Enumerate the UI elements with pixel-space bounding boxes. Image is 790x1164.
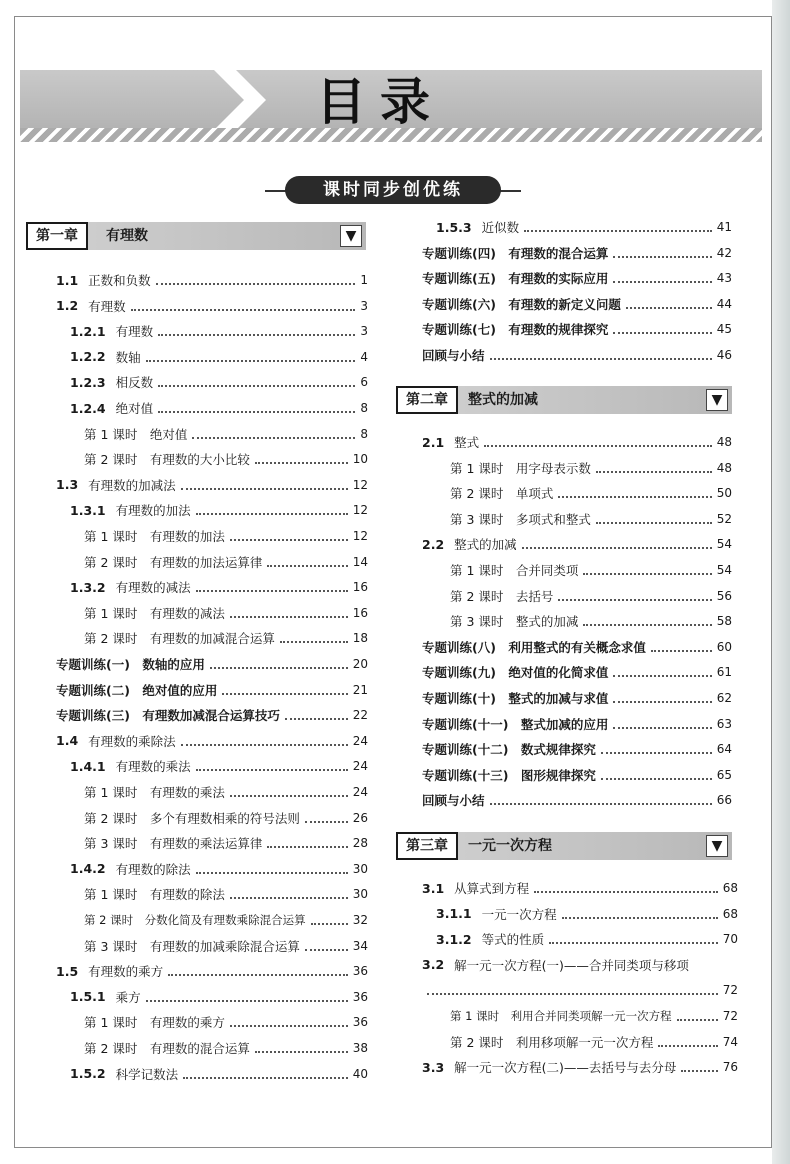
toc-entry-page: 38: [352, 1041, 368, 1055]
toc-entry-label: 第 3 课时 整式的加减: [450, 614, 579, 630]
toc-entry-label: 第 2 课时 单项式: [450, 486, 554, 502]
leader-dots: [230, 608, 348, 618]
leader-dots: [146, 992, 348, 1002]
toc-entry[interactable]: [70, 987, 368, 1007]
toc-entry-label: 回顾与小结: [422, 793, 485, 809]
toc-entry-page: 56: [716, 588, 732, 603]
chapter-tag: 第三章: [396, 832, 458, 860]
toc-entry-label: 第 1 课时 绝对值: [84, 426, 188, 442]
leader-dots: [255, 454, 348, 464]
toc-entry[interactable]: [70, 347, 368, 367]
toc-entry[interactable]: [84, 603, 368, 623]
toc-entry-label: 专题训练(十) 整式的加减与求值: [422, 691, 609, 706]
toc-entry-page: 72: [722, 1009, 738, 1023]
toc-entry-page: 20: [352, 657, 368, 671]
toc-entry[interactable]: [422, 319, 732, 339]
toc-entry-label: 有理数的乘方: [88, 964, 164, 980]
toc-entry-page: 41: [716, 220, 732, 234]
leader-dots: [210, 659, 348, 669]
toc-entry-label: 有理数: [115, 324, 154, 340]
leader-dots: [427, 985, 718, 995]
toc-entry-page: 8: [360, 401, 368, 415]
toc-entry-label: 有理数的除法: [115, 861, 191, 877]
leader-dots: [490, 350, 712, 360]
leader-dots: [613, 667, 711, 677]
toc-entry-label: 数轴: [115, 349, 141, 365]
toc-entry-label: 整式: [454, 435, 480, 450]
leader-dots: [651, 642, 712, 652]
toc-entry-label: 第 2 课时 有理数的加减混合运算: [84, 631, 275, 647]
leader-dots: [305, 941, 348, 951]
toc-entry-page: 8: [360, 426, 368, 441]
toc-entry-label: 有理数: [88, 298, 126, 314]
toc-entry[interactable]: [84, 552, 368, 572]
toc-entry-label: 有理数的加减法: [88, 477, 176, 493]
toc-entry-page: 10: [352, 452, 368, 467]
toc-entry[interactable]: [56, 731, 368, 751]
toc-entry[interactable]: [450, 586, 732, 606]
leader-dots: [558, 591, 711, 601]
leader-dots: [156, 275, 356, 285]
toc-entry[interactable]: [84, 833, 368, 853]
leader-dots: [558, 488, 711, 498]
leader-dots: [613, 248, 711, 258]
toc-entry-number: 3.1.1: [436, 906, 472, 922]
leader-dots: [280, 633, 348, 643]
toc-entry[interactable]: [84, 1012, 368, 1032]
toc-entry[interactable]: [84, 936, 368, 956]
toc-entry-label: 科学记数法: [115, 1066, 179, 1082]
toc-entry-page: 32: [352, 913, 368, 927]
toc-entry-label: 有理数的乘法: [115, 759, 191, 775]
toc-entry[interactable]: [422, 662, 732, 682]
toc-entry-label: 第 2 课时 分数化简及有理数乘除混合运算: [84, 913, 306, 927]
toc-entry-page: 70: [722, 932, 738, 947]
toc-entry[interactable]: [422, 790, 732, 810]
page-title: 目录: [316, 73, 444, 131]
toc-entry-page: 16: [352, 605, 368, 620]
leader-dots: [285, 710, 348, 720]
toc-entry-number: 1.5: [56, 963, 79, 979]
toc-entry-page: 66: [716, 793, 732, 808]
leader-dots: [192, 429, 355, 439]
toc-entry-label: 专题训练(五) 有理数的实际应用: [422, 271, 609, 287]
toc-entry-page: 36: [352, 1015, 368, 1030]
toc-entry[interactable]: [70, 1064, 368, 1084]
leader-dots: [681, 1062, 717, 1072]
toc-entry-label: 第 1 课时 有理数的乘方: [84, 1015, 225, 1031]
chapter-toggle-icon[interactable]: ▼: [706, 389, 728, 411]
leader-dots: [601, 744, 712, 754]
leader-dots: [146, 352, 356, 362]
leader-dots: [230, 531, 348, 541]
toc-entry-label: 一元一次方程: [481, 906, 557, 922]
toc-entry-label: 第 1 课时 有理数的减法: [84, 605, 225, 621]
toc-entry[interactable]: [84, 628, 368, 648]
toc-entry-label: 第 2 课时 有理数的加法运算律: [84, 554, 263, 570]
toc-entry-page: 45: [716, 322, 732, 337]
toc-entry[interactable]: [84, 449, 368, 469]
leader-dots: [658, 1037, 717, 1047]
toc-entry-page: 43: [716, 271, 732, 286]
toc-entry[interactable]: [450, 1006, 738, 1026]
leader-dots: [267, 557, 347, 567]
leader-dots: [562, 909, 718, 919]
toc-entry-page: 42: [716, 245, 732, 260]
toc-entry-label: 专题训练(八) 利用整式的有关概念求值: [422, 639, 646, 655]
toc-entry[interactable]: [70, 372, 368, 392]
toc-entry-label: 第 1 课时 用字母表示数: [450, 460, 591, 476]
leader-dots: [255, 1043, 348, 1053]
leader-dots: [158, 377, 355, 387]
toc-entry[interactable]: [56, 680, 368, 700]
toc-entry[interactable]: [450, 483, 732, 503]
toc-entry-label: 专题训练(十一) 整式加减的应用: [422, 716, 609, 732]
toc-entry-label: 近似数: [481, 220, 520, 235]
toc-entry-page: 48: [716, 435, 732, 449]
toc-entry-page: 46: [716, 348, 732, 362]
toc-entry-number: 1.5.1: [70, 989, 106, 1005]
chapter-toggle-icon[interactable]: ▼: [340, 225, 362, 247]
toc-entry-label: 解一元一次方程(一)——合并同类项与移项: [454, 957, 689, 973]
toc-entry-page: 24: [352, 785, 368, 799]
toc-entry[interactable]: [422, 955, 738, 975]
leader-dots: [230, 1017, 348, 1027]
toc-entry-page: 62: [716, 691, 732, 705]
toc-entry[interactable]: [70, 321, 368, 341]
toc-entry-label: 专题训练(二) 绝对值的应用: [56, 682, 218, 698]
leader-dots: [534, 883, 718, 893]
leader-dots: [613, 273, 711, 283]
toc-entry[interactable]: [84, 1038, 368, 1058]
toc-entry[interactable]: [422, 1057, 738, 1077]
leader-dots: [183, 1069, 348, 1079]
leader-dots: [524, 222, 712, 232]
leader-dots: [196, 505, 348, 515]
leader-dots: [596, 463, 712, 473]
toc-entry[interactable]: [436, 929, 738, 949]
toc-entry[interactable]: [70, 500, 368, 520]
toc-entry[interactable]: [422, 739, 732, 759]
leader-dots: [677, 1011, 718, 1021]
toc-entry[interactable]: [422, 980, 738, 1000]
toc-entry-label: 有理数的减法: [115, 580, 191, 596]
toc-entry[interactable]: [422, 534, 732, 554]
toc-entry-page: 36: [352, 989, 368, 1004]
toc-entry-label: 第 2 课时 有理数的混合运算: [84, 1041, 250, 1056]
leader-dots: [626, 299, 712, 309]
leader-dots: [613, 324, 711, 334]
toc-entry-label: 第 1 课时 利用合并同类项解一元一次方程: [450, 1009, 672, 1023]
toc-entry-page: 26: [352, 810, 368, 825]
toc-entry-label: 第 1 课时 有理数的除法: [84, 887, 225, 903]
toc-entry-page: 64: [716, 742, 732, 757]
leader-dots: [196, 864, 348, 874]
page-edge: [772, 0, 790, 1164]
toc-entry-page: 1: [360, 273, 368, 287]
toc-entry-number: 1.2.2: [70, 349, 106, 365]
toc-entry-number: 2.1: [422, 434, 445, 450]
chapter-header-1: [26, 222, 366, 250]
chapter-tag: 第二章: [396, 386, 458, 414]
chapter-tag: 第一章: [26, 222, 88, 250]
toc-entry-label: 专题训练(四) 有理数的混合运算: [422, 245, 609, 261]
toc-entry-label: 专题训练(十二) 数式规律探究: [422, 742, 596, 758]
toc-entry[interactable]: [84, 884, 368, 904]
leader-dots: [305, 813, 348, 823]
leader-dots: [549, 934, 718, 944]
toc-entry-number: 1.4: [56, 733, 79, 749]
toc-entry[interactable]: [422, 878, 738, 898]
toc-entry[interactable]: [422, 688, 732, 708]
toc-entry-page: 6: [360, 375, 368, 390]
chapter-name: 一元一次方程: [468, 838, 552, 854]
toc-entry-label: 专题训练(七) 有理数的规律探究: [422, 322, 609, 338]
toc-entry-page: 16: [352, 580, 368, 595]
toc-entry-page: 24: [352, 733, 368, 748]
toc-entry[interactable]: [70, 577, 368, 597]
toc-entry[interactable]: [450, 1032, 738, 1052]
toc-entry-page: 28: [352, 836, 368, 851]
toc-entry-page: 36: [352, 964, 368, 979]
toc-entry-label: 第 2 课时 利用移项解一元一次方程: [450, 1034, 654, 1050]
leader-dots: [158, 403, 355, 413]
toc-entry-page: 30: [352, 887, 368, 902]
toc-entry-number: 1.4.1: [70, 758, 106, 774]
toc-entry-page: 60: [716, 639, 732, 654]
toc-entry[interactable]: [450, 458, 732, 478]
toc-entry-number: 3.3: [422, 1059, 445, 1075]
toc-entry[interactable]: [436, 217, 732, 237]
toc-entry-label: 第 1 课时 合并同类项: [450, 563, 579, 578]
toc-entry-label: 乘方: [115, 989, 141, 1005]
toc-entry-number: 1.4.2: [70, 861, 106, 877]
toc-entry-number: 1.2.3: [70, 374, 106, 390]
leader-dots: [181, 480, 348, 490]
toc-entry[interactable]: [422, 243, 732, 263]
leader-dots: [613, 693, 711, 703]
toc-entry-number: 1.3: [56, 477, 79, 493]
toc-entry[interactable]: [436, 904, 738, 924]
toc-entry-label: 专题训练(三) 有理数加减混合运算技巧: [56, 708, 280, 724]
leader-dots: [583, 565, 711, 575]
toc-entry-page: 21: [352, 682, 368, 697]
toc-entry-page: 24: [352, 759, 368, 774]
toc-entry-label: 回顾与小结: [422, 348, 485, 363]
leader-dots: [181, 736, 348, 746]
leader-dots: [230, 889, 348, 899]
toc-entry-label: 第 2 课时 去括号: [450, 588, 554, 604]
toc-entry[interactable]: [56, 705, 368, 725]
leader-dots: [222, 685, 347, 695]
toc-entry-page: 30: [352, 861, 368, 876]
toc-entry[interactable]: [56, 270, 368, 290]
toc-entry-number: 3.1: [422, 880, 445, 896]
toc-entry-number: 1.5.3: [436, 219, 472, 235]
toc-entry[interactable]: [70, 859, 368, 879]
toc-entry-label: 专题训练(六) 有理数的新定义问题: [422, 296, 621, 312]
toc-entry-page: 18: [352, 631, 368, 646]
toc-entry-page: 44: [716, 296, 732, 311]
leader-dots: [168, 966, 348, 976]
toc-entry-page: 3: [360, 324, 368, 339]
toc-entry[interactable]: [422, 432, 732, 452]
toc-entry[interactable]: [422, 268, 732, 288]
toc-entry-page: 52: [716, 511, 732, 526]
toc-entry-label: 从算式到方程: [454, 881, 530, 896]
chevron-icon: [214, 70, 274, 130]
toc-entry-number: 1.2: [56, 298, 79, 314]
leader-dots: [596, 514, 712, 524]
toc-entry-label: 正数和负数: [88, 273, 151, 288]
toc-entry-number: 3.2: [422, 957, 445, 973]
chapter-name: 有理数: [106, 228, 148, 244]
toc-entry-label: 等式的性质: [481, 932, 545, 948]
toc-entry-page: 61: [716, 665, 732, 680]
toc-entry-page: 54: [716, 563, 732, 577]
toc-entry[interactable]: [422, 294, 732, 314]
toc-entry-label: 第 3 课时 多项式和整式: [450, 511, 591, 527]
section-title: 课时同步创优练: [285, 176, 501, 204]
toc-entry-label: 第 2 课时 多个有理数相乘的符号法则: [84, 810, 300, 826]
toc-entry-label: 专题训练(十三) 图形规律探究: [422, 767, 596, 783]
toc-entry-page: 74: [722, 1034, 738, 1049]
toc-entry[interactable]: [70, 398, 368, 418]
toc-entry-label: 专题训练(一) 数轴的应用: [56, 657, 205, 672]
toc-entry-label: 解一元一次方程(二)——去括号与去分母: [454, 1060, 677, 1076]
leader-dots: [601, 770, 712, 780]
toc-entry-label: 绝对值: [115, 401, 154, 416]
leader-dots: [158, 326, 355, 336]
toc-entry-page: 14: [352, 554, 368, 569]
toc-entry-label: 整式的加减: [454, 537, 517, 553]
toc-entry-page: 40: [352, 1066, 368, 1081]
leader-dots: [613, 719, 711, 729]
toc-entry[interactable]: [84, 808, 368, 828]
toc-entry[interactable]: [450, 611, 732, 631]
section-title-badge: [275, 176, 511, 206]
toc-entry-page: 48: [716, 460, 732, 475]
toc-entry[interactable]: [422, 765, 732, 785]
toc-entry[interactable]: [56, 475, 368, 495]
toc-entry-page: 12: [352, 529, 368, 543]
toc-entry-label: 专题训练(九) 绝对值的化简求值: [422, 665, 609, 681]
toc-entry-label: 第 2 课时 有理数的大小比较: [84, 452, 250, 468]
toc-entry-label: 第 1 课时 有理数的乘法: [84, 785, 225, 800]
toc-entry-page: 50: [716, 486, 732, 501]
toc-entry-label: 相反数: [115, 375, 154, 391]
toc-entry-number: 1.3.1: [70, 502, 106, 518]
toc-entry-page: 12: [352, 503, 368, 518]
toc-entry-label: 第 3 课时 有理数的乘法运算律: [84, 836, 263, 852]
toc-entry-page: 68: [722, 906, 738, 921]
toc-entry[interactable]: [70, 756, 368, 776]
toc-entry[interactable]: [84, 910, 368, 930]
toc-entry[interactable]: [450, 509, 732, 529]
toc-entry-label: 第 1 课时 有理数的加法: [84, 529, 225, 544]
toc-entry-page: 34: [352, 938, 368, 953]
toc-entry-page: 72: [722, 983, 738, 998]
toc-entry[interactable]: [56, 296, 368, 316]
leader-dots: [311, 915, 348, 925]
toc-entry-number: 1.1: [56, 272, 79, 288]
toc-entry-page: 76: [722, 1060, 738, 1075]
chapter-toggle-icon[interactable]: ▼: [706, 835, 728, 857]
toc-entry[interactable]: [56, 961, 368, 981]
leader-dots: [583, 616, 711, 626]
toc-entry-number: 1.2.1: [70, 323, 106, 339]
leader-dots: [267, 838, 347, 848]
toc-entry-number: 3.1.2: [436, 931, 472, 947]
chapter-header-3: [396, 832, 732, 860]
toc-entry[interactable]: [450, 560, 732, 580]
toc-entry-number: 1.3.2: [70, 579, 106, 595]
toc-entry-label: 第 3 课时 有理数的加减乘除混合运算: [84, 938, 300, 954]
toc-entry-number: 1.5.2: [70, 1066, 106, 1082]
leader-dots: [230, 787, 348, 797]
toc-entry-page: 63: [716, 716, 732, 731]
toc-entry[interactable]: [56, 654, 368, 674]
chapter-name: 整式的加减: [468, 392, 538, 408]
toc-entry[interactable]: [84, 424, 368, 444]
toc-entry-number: 1.2.4: [70, 400, 106, 416]
chapter-header-2: [396, 386, 732, 414]
toc-entry[interactable]: [422, 345, 732, 365]
toc-entry-page: 68: [722, 881, 738, 895]
toc-entry-page: 65: [716, 767, 732, 782]
leader-dots: [196, 761, 348, 771]
leader-dots: [490, 795, 712, 805]
toc-entry-label: 有理数的加法: [115, 503, 191, 519]
toc-entry-page: 54: [716, 537, 732, 552]
toc-entry-page: 12: [352, 477, 368, 492]
toc-entry-page: 4: [360, 349, 368, 364]
toc-entry-page: 3: [360, 298, 368, 313]
leader-dots: [131, 301, 356, 311]
toc-entry[interactable]: [422, 637, 732, 657]
leader-dots: [522, 539, 712, 549]
toc-entry-number: 2.2: [422, 536, 445, 552]
leader-dots: [484, 437, 712, 447]
toc-entry[interactable]: [84, 782, 368, 802]
toc-entry[interactable]: [422, 714, 732, 734]
toc-entry-label: 有理数的乘除法: [88, 733, 176, 749]
toc-entry[interactable]: [84, 526, 368, 546]
toc-entry-page: 58: [716, 614, 732, 629]
leader-dots: [196, 582, 348, 592]
toc-entry-page: 22: [352, 708, 368, 723]
